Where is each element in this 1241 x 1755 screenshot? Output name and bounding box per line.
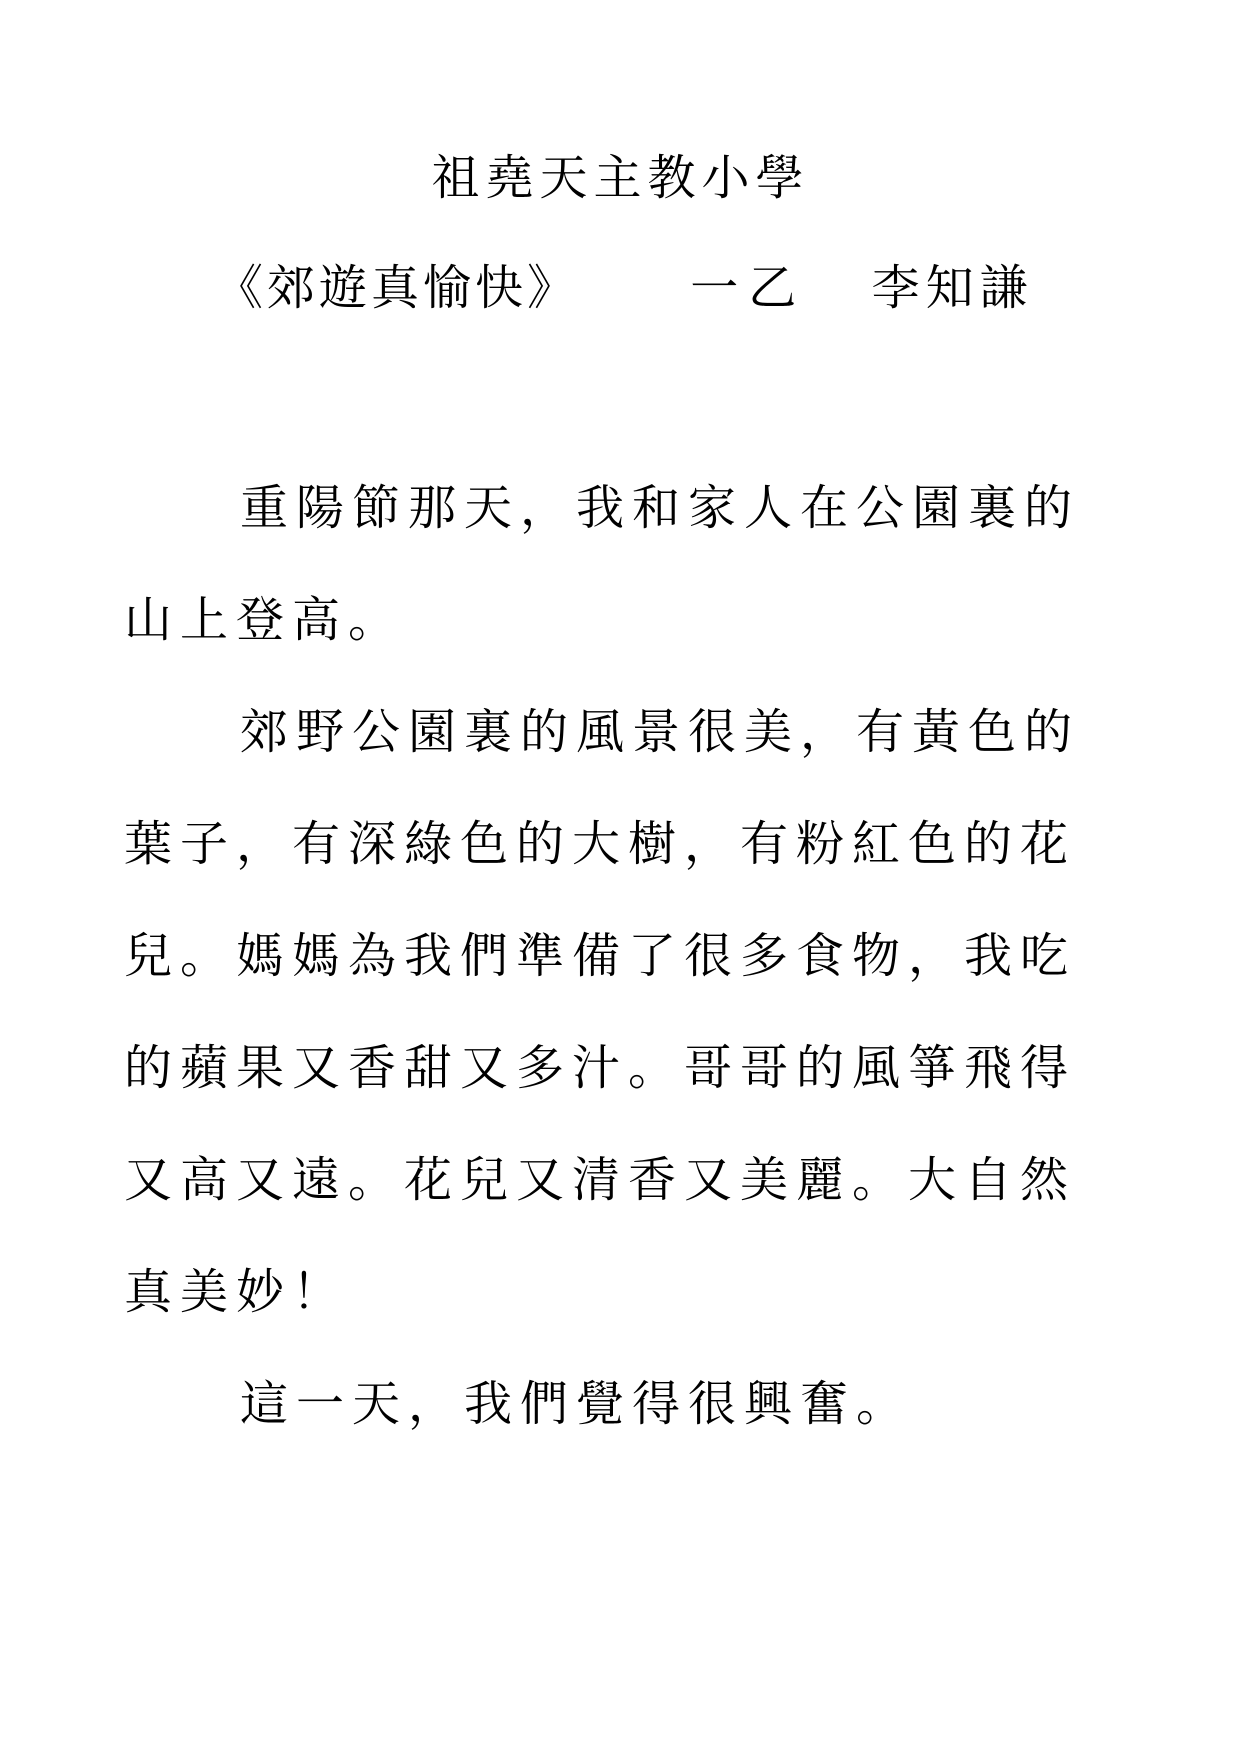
essay-line: 郊野公園裏的風景很美，有黃色的 bbox=[240, 704, 1081, 760]
essay-line: 葉子，有深綠色的大樹，有粉紅色的花 bbox=[124, 816, 1077, 872]
student-class: 一乙 bbox=[690, 260, 807, 316]
essay-line: 的蘋果又香甜又多汁。哥哥的風箏飛得 bbox=[124, 1040, 1077, 1096]
essay-line: 這一天，我們覺得很興奮。 bbox=[240, 1376, 913, 1432]
title-line bbox=[215, 258, 1034, 318]
school-name: 祖堯天主教小學 bbox=[431, 150, 810, 206]
essay-body bbox=[124, 478, 1114, 1486]
essay-title: 《郊遊真愉快》 bbox=[215, 260, 580, 316]
essay-line: 又高又遠。花兒又清香又美麗。大自然 bbox=[124, 1152, 1077, 1208]
essay-line: 重陽節那天，我和家人在公園裏的 bbox=[240, 480, 1081, 536]
essay-line: 真美妙！ bbox=[124, 1264, 349, 1320]
essay-line: 兒。媽媽為我們準備了很多食物，我吃 bbox=[124, 928, 1077, 984]
essay-line: 山上登高。 bbox=[124, 592, 405, 648]
student-name: 李知謙 bbox=[871, 260, 1034, 316]
